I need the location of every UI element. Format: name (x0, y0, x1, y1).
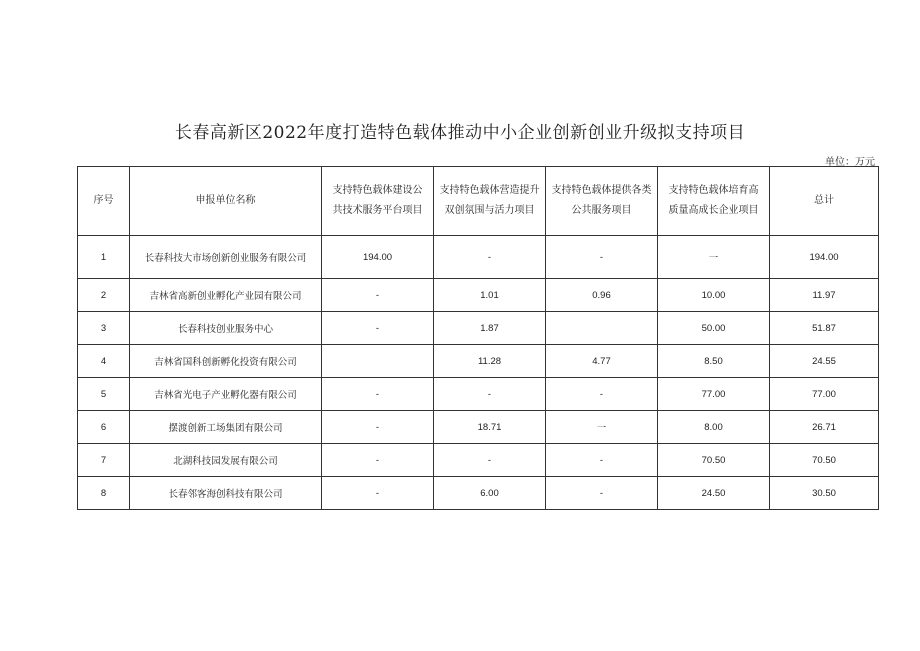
cell-col4: 70.50 (658, 444, 770, 477)
cell-col1 (322, 345, 434, 378)
table-row (78, 279, 879, 312)
cell-total: 70.50 (770, 444, 879, 477)
cell-col1: - (322, 312, 434, 345)
header-col1-line1: 支持特色载体建设公 (332, 185, 423, 196)
cell-seq: 8 (78, 477, 130, 510)
header-col1 (322, 167, 434, 236)
cell-name: 长春邻客海创科技有限公司 (130, 477, 322, 510)
cell-name: 北湖科技园发展有限公司 (130, 444, 322, 477)
cell-col4: 24.50 (658, 477, 770, 510)
header-seq: 序号 (78, 167, 130, 236)
cell-name: 吉林省光电子产业孵化器有限公司 (130, 378, 322, 411)
header-col3-line2: 公共服务项目 (571, 205, 632, 216)
cell-col4: 8.50 (658, 345, 770, 378)
table-row (78, 477, 879, 510)
document-title: 长春高新区2022年度打造特色载体推动中小企业创新创业升级拟支持项目 (174, 123, 746, 143)
cell-col2: 1.01 (434, 279, 546, 312)
cell-name: 长春科技大市场创新创业服务有限公司 (130, 236, 322, 279)
cell-col3: - (546, 444, 658, 477)
header-col2 (434, 167, 546, 236)
cell-seq: 5 (78, 378, 130, 411)
table-row (78, 444, 879, 477)
header-col3-line1: 支持特色载体提供各类 (551, 185, 652, 196)
cell-name: 长春科技创业服务中心 (130, 312, 322, 345)
cell-total: 11.97 (770, 279, 879, 312)
unit-label: 单位：万元 (825, 157, 875, 168)
cell-name: 吉林省高新创业孵化产业园有限公司 (130, 279, 322, 312)
cell-total: 51.87 (770, 312, 879, 345)
cell-col3: 一 (546, 411, 658, 444)
cell-col2: - (434, 444, 546, 477)
table-row (78, 312, 879, 345)
cell-col1: - (322, 444, 434, 477)
cell-name: 吉林省国科创新孵化投资有限公司 (130, 345, 322, 378)
cell-seq: 4 (78, 345, 130, 378)
header-col2-line1: 支持特色载体营造提升 (439, 185, 540, 196)
cell-seq: 2 (78, 279, 130, 312)
header-col1-line2: 共技术服务平台项目 (332, 205, 423, 216)
cell-col1: - (322, 411, 434, 444)
cell-total: 194.00 (770, 236, 879, 279)
header-col4-line2: 质量高成长企业项目 (668, 205, 759, 216)
table-row (78, 411, 879, 444)
cell-col1: - (322, 378, 434, 411)
cell-total: 77.00 (770, 378, 879, 411)
cell-col4: 10.00 (658, 279, 770, 312)
cell-col2: 6.00 (434, 477, 546, 510)
cell-col3: 0.96 (546, 279, 658, 312)
header-col4-line1: 支持特色载体培育高 (668, 185, 759, 196)
cell-seq: 6 (78, 411, 130, 444)
cell-col2: 18.71 (434, 411, 546, 444)
cell-total: 26.71 (770, 411, 879, 444)
project-table (77, 166, 879, 510)
cell-seq: 3 (78, 312, 130, 345)
table-header-row (78, 167, 879, 236)
header-total: 总计 (770, 167, 879, 236)
cell-total: 30.50 (770, 477, 879, 510)
cell-col2: - (434, 378, 546, 411)
table-row (78, 345, 879, 378)
table-row (78, 378, 879, 411)
cell-col2: - (434, 236, 546, 279)
header-col2-line2: 双创氛围与活力项目 (444, 205, 535, 216)
cell-total: 24.55 (770, 345, 879, 378)
cell-col3 (546, 312, 658, 345)
cell-seq: 7 (78, 444, 130, 477)
header-col4 (658, 167, 770, 236)
cell-col4: 50.00 (658, 312, 770, 345)
cell-col3: - (546, 378, 658, 411)
cell-col4: 一 (658, 236, 770, 279)
cell-col1: - (322, 477, 434, 510)
cell-col3: 4.77 (546, 345, 658, 378)
cell-col2: 1.87 (434, 312, 546, 345)
cell-col4: 8.00 (658, 411, 770, 444)
table-row (78, 236, 879, 279)
cell-name: 摆渡创新工场集团有限公司 (130, 411, 322, 444)
cell-col1: 194.00 (322, 236, 434, 279)
cell-col2: 11.28 (434, 345, 546, 378)
cell-col1: - (322, 279, 434, 312)
cell-col4: 77.00 (658, 378, 770, 411)
cell-col3: - (546, 477, 658, 510)
header-col3 (546, 167, 658, 236)
cell-seq: 1 (78, 236, 130, 279)
header-name: 申报单位名称 (130, 167, 322, 236)
cell-col3: - (546, 236, 658, 279)
